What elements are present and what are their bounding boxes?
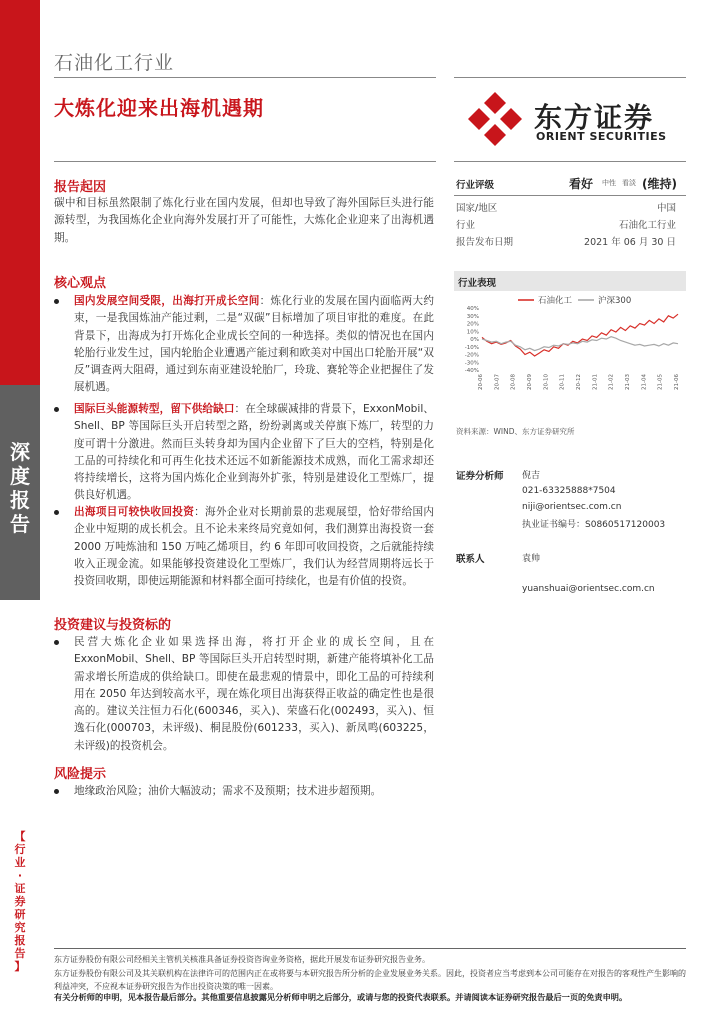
info-value: 石油化工行业: [618, 220, 676, 231]
deep-report-label: [0, 440, 40, 536]
footer-disclosure: 东方证券股份有限公司及其关联机构在法律许可的范围内正在或将要与本研究报告所分析的企业发展业务关系。因此，投资者应当考虑到本公司可能存在对报告的客观性产生影响的利益冲突，不应视本证券研究报告为作出投资决策的唯一因素。: [54, 969, 686, 991]
core-point: [54, 401, 434, 505]
x-tick-label: 20-11: [559, 374, 566, 390]
vertical-char: 券: [14, 895, 26, 908]
y-tick-label: 0%: [470, 337, 479, 343]
bullet-icon: [54, 510, 59, 515]
x-tick-label: 21-02: [608, 374, 615, 390]
vertical-char: 业: [14, 856, 26, 869]
section-title-risk: 风险提示: [54, 767, 107, 782]
deep-report-char: 度: [10, 464, 30, 488]
contact-name: 袁帅: [522, 554, 541, 564]
info-label: 行业: [456, 220, 476, 231]
industry-title: 石油化工行业: [54, 52, 175, 74]
series-line-hs300: [482, 337, 678, 351]
header-divider: [54, 77, 436, 78]
x-tick-label: 21-03: [625, 374, 631, 390]
x-tick-label: 20-08: [510, 374, 517, 390]
industry-rating: [456, 175, 678, 193]
header-divider: [454, 161, 686, 162]
header-divider: [454, 77, 686, 78]
x-tick-label: 21-06: [674, 374, 680, 390]
x-tick-label: 20-09: [527, 374, 533, 390]
performance-chart: [456, 292, 684, 412]
bullet-icon: [54, 640, 59, 645]
core-point: [54, 504, 434, 590]
y-tick-label: 10%: [466, 329, 479, 336]
legend-label-petrochem: 石油化工: [538, 296, 573, 306]
core-point-text: [74, 293, 434, 397]
vertical-char: 告: [14, 947, 26, 960]
origin-paragraph: 碳中和目标虽然限制了炼化行业在国内发展，但却也导致了海外国际巨头进行能源转型，为我国炼化企业向海外发展打开了可能性，大炼化企业迎来了出海机遇期。: [54, 197, 434, 244]
contact-label: 联系人: [456, 554, 485, 565]
x-tick-label: 20-07: [494, 374, 501, 390]
analyst-email[interactable]: niji@orientsec.com.cn: [522, 502, 622, 512]
core-point-body: ：在全球碳减排的背景下，ExxonMobil、Shell、BP 等国际巨头开启转型之路，纷纷剥离或关停旗下炼厂，转型的力度可谓十分激进。然而巨头转身却为国内企业留下了巨大的空档，特别是化工品的可持续化和可再生化技术还远不如新能源技术成熟，而化工需求却还将持续增长，这将为国内炼化企业到海外扩张，特别是建设化工型炼厂，提供良好机遇。: [74, 403, 434, 502]
vertical-char: 研: [14, 908, 26, 921]
bullet-icon: [54, 407, 59, 412]
y-tick-label: 30%: [466, 313, 479, 320]
core-point-body: ：炼化行业的发展在国内面临两大约束，一是我国炼油产能过剩，二是“双碳”目标增加了项目审批的难度。在此背景下，出海成为打开炼化企业成长空间的一种选择。类似的情况也在国内轮胎行业发生过，国内轮胎企业遭遇产能过剩和欧美对中国出口轮胎开展“双反”调查两大阻碍，通过到东南亚建设轮胎厂，玲珑、赛轮等企业把握住了发展机遇。: [74, 295, 435, 394]
logo-mark-icon: [466, 90, 524, 148]
bullet-icon: [54, 299, 59, 304]
invest-point: [54, 634, 434, 755]
deep-report-char: 报: [10, 488, 30, 512]
section-title-core: 核心观点: [54, 276, 107, 291]
analyst-phone: 021-63325888*7504: [522, 486, 616, 496]
footer-divider: [54, 948, 686, 949]
chart-source-note: 资料来源：WIND、东方证券研究所: [456, 427, 575, 436]
bullet-icon: [54, 789, 59, 794]
x-tick-label: 21-01: [592, 374, 599, 390]
section-title-invest: 投资建议与投资标的: [54, 618, 172, 633]
logo-cn-name: 东方证券: [534, 101, 655, 134]
rating-divider: [454, 195, 686, 196]
info-label: 国家/地区: [456, 203, 498, 214]
analyst-cert: 执业证书编号：S0860517120003: [522, 520, 666, 530]
core-point-heading: 国际巨头能源转型，留下供给缺口: [74, 403, 235, 415]
y-tick-label: -10%: [464, 344, 479, 351]
legend-label-hs300: 沪深300: [598, 296, 632, 306]
vertical-char: 证: [14, 882, 26, 895]
footer-qualification: 东方证券股份有限公司经相关主管机关核准具备证券投资咨询业务资格，据此开展发布证券研究报告业务。: [54, 955, 430, 964]
invest-point-text: 民营大炼化企业如果选择出海，将打开企业的成长空间，且在 ExxonMobil、Shell、BP 等国际巨头开启转型时期，新建产能将填补化工品需求增长所造成的供给缺口。即使在最悲观的情景中，即化工品的可持续利用在 2050 年达到较高水平，现在炼化项目出海获得正收益的确定性也是很高的。建议关注恒力石化(600346，买入)、荣盛石化(002493，买入)、恒逸石化(000703，未评级)、桐昆股份(601233，买入)、新凤鸣(603225，未评级)的投资机会。: [74, 636, 434, 752]
y-tick-label: -40%: [464, 368, 479, 374]
core-point-body: ：海外企业对长期前景的悲观展望，恰好带给国内企业中短期的成长机会。且不论未来终局究竟如何，我们测算出海投资一套 2000 万吨炼油和 150 万吨乙烯项目，约 6 年即可收回投资，之后就能持续收入正现金流。如果能够投资建设化工型炼厂，我们认为经营周期将远长于投资回收期，即使远期能源和材料都全面可持续化，也是有价值的投资。: [74, 506, 434, 588]
core-point-heading: 国内发展空间受限，出海打开成长空间: [74, 295, 260, 307]
series-line-petrochem: [482, 314, 678, 356]
vertical-char: 】: [14, 960, 26, 973]
rating-positive: 看好: [569, 177, 594, 191]
vertical-char: 报: [14, 934, 26, 947]
vertical-char: 行: [14, 843, 26, 856]
header-divider: [54, 161, 436, 162]
rating-negative: 看淡: [622, 179, 636, 187]
core-point-text: [74, 504, 434, 590]
info-label: 报告发布日期: [456, 237, 514, 248]
vertical-char: 【: [14, 830, 26, 843]
deep-report-char: 深: [10, 440, 30, 464]
performance-label: 行业表现: [458, 278, 497, 289]
rating-maintain: (维持): [642, 177, 677, 191]
orient-securities-logo: [466, 90, 686, 146]
risk-point: [54, 783, 434, 800]
contact-email[interactable]: yuanshuai@orientsec.com.cn: [522, 584, 655, 594]
x-tick-label: 21-05: [657, 374, 664, 390]
y-tick-label: 40%: [466, 306, 479, 312]
risk-point-text: 地缘政治风险；油价大幅波动；需求不及预期；技术进步超预期。: [74, 785, 382, 797]
report-title: 大炼化迎来出海机遇期: [54, 96, 264, 120]
vertical-char: ·: [17, 869, 23, 882]
analyst-name: 倪吉: [522, 471, 541, 481]
x-tick-label: 21-04: [641, 374, 648, 390]
analyst-label: 证券分析师: [456, 471, 504, 482]
core-point-heading: 出海项目可较快收回投资: [74, 506, 195, 518]
industry-report-vertical-label: [8, 830, 32, 973]
x-tick-label: 20-10: [543, 374, 550, 390]
deep-report-char: 告: [10, 512, 30, 536]
info-value: 中国: [656, 203, 676, 214]
x-tick-label: 20-06: [478, 374, 484, 390]
core-point-text: [74, 401, 434, 505]
section-title-origin: 报告起因: [54, 180, 107, 195]
footer-disclaimer: 有关分析师的申明，见本报告最后部分。其他重要信息披露见分析师申明之后部分，或请与您的投资代表联系。并请阅读本证券研究报告最后一页的免责申明。: [54, 992, 628, 1002]
y-tick-label: 20%: [466, 321, 479, 328]
y-tick-label: -30%: [464, 360, 479, 367]
rating-label: 行业评级: [456, 180, 495, 191]
core-point: [54, 293, 434, 397]
vertical-char: 究: [14, 921, 26, 934]
logo-en-name: ORIENT SECURITIES: [536, 130, 667, 143]
left-band-red: [0, 0, 40, 385]
rating-neutral: 中性: [602, 179, 616, 187]
y-tick-label: -20%: [464, 352, 479, 359]
info-value: 2021 年 06 月 30 日: [584, 237, 676, 248]
x-tick-label: 20-12: [576, 374, 582, 390]
